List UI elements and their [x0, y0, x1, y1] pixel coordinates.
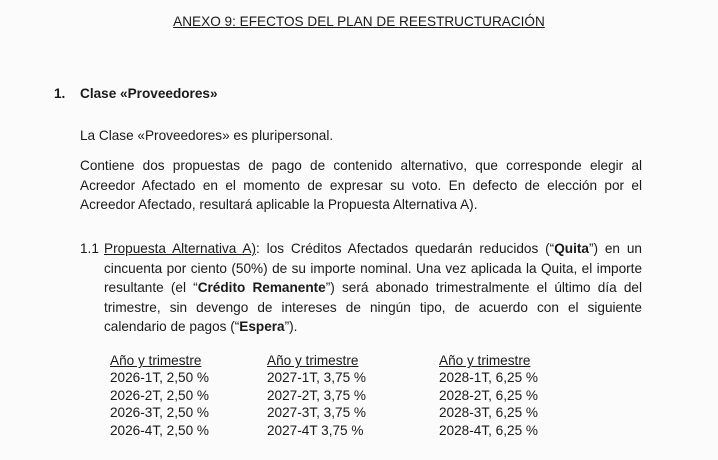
section-heading: [54, 86, 218, 101]
subsection-proposal-a: [80, 239, 642, 337]
term-credito-remanente: Crédito Remanente: [197, 280, 326, 296]
schedule-row: 2026-2T, 2,50 %: [110, 387, 209, 403]
schedule-column-2027: [267, 352, 366, 439]
subsection-text-4: ”).: [284, 319, 298, 335]
schedule-row: 2027-2T, 3,75 %: [267, 387, 366, 403]
section-title: Clase «Proveedores»: [80, 86, 218, 101]
schedule-row: 2027-1T, 3,75 %: [267, 370, 366, 386]
schedule-row: 2028-2T, 6,25 %: [439, 387, 538, 403]
schedule-row: 2028-3T, 6,25 %: [439, 405, 538, 421]
schedule-column-2028: [439, 352, 538, 439]
schedule-row: 2026-3T, 2,50 %: [110, 405, 209, 421]
subsection-text-1: : los Créditos Afectados quedarán reducidos (“: [256, 241, 555, 256]
schedule-column-header: Año y trimestre: [110, 353, 202, 368]
schedule-row: 2026-4T, 2,50 %: [110, 422, 209, 438]
schedule-row: 2028-1T, 6,25 %: [439, 370, 538, 386]
term-espera: Espera: [239, 319, 285, 335]
paragraph-pluripersonal: La Clase «Proveedores» es pluripersonal.: [80, 128, 334, 143]
subsection-text-3: ”) será abonado trimestralmente el último día del trimestre, sin devengo de intereses de ningún tipo, de acuerdo con el siguiente calendario de pagos (“: [104, 280, 642, 335]
schedule-row: 2027-3T, 3,75 %: [267, 405, 366, 421]
annex-title: ANEXO 9: EFECTOS DEL PLAN DE REESTRUCTURACIÓN: [173, 14, 545, 29]
schedule-column-2026: [110, 352, 209, 439]
schedule-column-header: Año y trimestre: [267, 353, 359, 368]
section-number: 1.: [54, 86, 66, 101]
subsection-number: 1.1: [80, 241, 99, 256]
paragraph-proposals: Contiene dos propuestas de pago de contenido alternativo, que corresponde elegir al Acreedor Afectado en el momento de expresar su voto. En defecto de elección por el Acreedor Afectado, resultará aplicable la Propuesta Alternativa A).: [80, 158, 642, 212]
subsection-body: [104, 239, 642, 337]
schedule-row: 2026-1T, 2,50 %: [110, 370, 209, 386]
schedule-row: 2028-4T, 6,25 %: [439, 422, 538, 438]
term-quita: Quita: [554, 241, 589, 256]
schedule-column-header: Año y trimestre: [439, 353, 531, 368]
schedule-row: 2027-4T 3,75 %: [267, 422, 364, 438]
subsection-title: Propuesta Alternativa A): [104, 241, 257, 256]
subsection-text-2: ”) en un cincuenta por ciento (50%) de su importe nominal. Una vez aplicada la Quita, el importe resultante (el “: [104, 241, 642, 296]
